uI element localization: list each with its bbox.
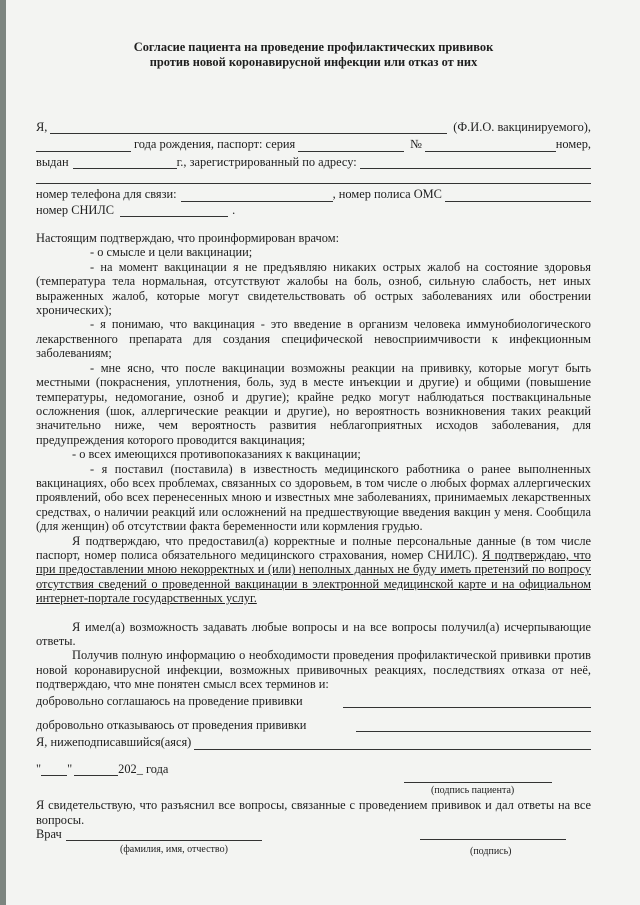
refuse-sign-field[interactable] — [356, 720, 591, 732]
snils-row — [36, 203, 591, 217]
date-day-field[interactable] — [41, 765, 67, 776]
number-word: номер, — [555, 137, 591, 152]
issued-field[interactable] — [73, 158, 177, 169]
item-contraindications: - о всех имеющихся противопоказаниях к вакцинации; — [72, 447, 361, 462]
doctor-fio-field[interactable] — [66, 830, 262, 841]
item-understanding: - я понимаю, что вакцинация - это введение в организм человека иммунобиологического лекарственного препарата для создания специфической невосприимчивости к инфекционным заболеваниям; — [36, 317, 591, 361]
data-confirm-text: Я подтверждаю, что предоставил(а) корректные и полные персональные данные (в том числе паспорт, номер полиса обязательного медицинского страхования, номер СНИЛС). — [36, 533, 591, 562]
date-quote-open: " — [36, 761, 42, 776]
birth-row — [36, 137, 591, 151]
questions-paragraph: Я имел(а) возможность задавать любые вопросы и на все вопросы получил(а) исчерпывающие ответы. — [36, 619, 591, 648]
item-informed: - я поставил (поставила) в известность медицинского работника о ранее выполненных вакцинациях, обо всех проблемах, связанных со здоровьем, в том числе о любых формах аллергических проявлений, обо всех перенесенных мною и известных мне заболеваниях, принимаемых лекарственных средствах, о наличии реакций или осложнений на предшествующие введения вакцин у меня. Сообщила (для женщин) об отсутствии факта беременности или кормления грудью. — [36, 461, 591, 534]
undersigned-field[interactable] — [194, 738, 591, 750]
confirm-intro: Настоящим подтверждаю, что проинформирован врачом: — [36, 231, 340, 246]
data-confirm-underlined: Я подтверждаю, что при предоставлении мною некорректных и (или) неполных данных не буду иметь претензий по вопросу отсутствия сведений о проведенной вакцинации в электронной медицинской карте и на официальном интернет-портале государственных услуг. — [36, 547, 591, 606]
phone-field[interactable] — [181, 191, 333, 202]
date-year: 202_ года — [118, 761, 169, 776]
data-confirm-paragraph — [36, 534, 591, 606]
undersigned-label: Я, нижеподписавшийся(аяся) — [36, 735, 192, 750]
address-field-2[interactable] — [36, 172, 591, 184]
fio-row — [36, 120, 591, 134]
consent-document — [36, 40, 591, 871]
patient-signature-caption: (подпись пациента) — [431, 785, 515, 797]
address-row-2 — [36, 172, 591, 184]
document-title — [36, 40, 591, 70]
doctor-signature-caption: (подпись) — [470, 846, 512, 858]
passport-series-field[interactable] — [298, 141, 404, 152]
date-row — [36, 762, 591, 776]
passport-number-field[interactable] — [425, 140, 556, 152]
oms-label: , номер полиса ОМС — [332, 187, 442, 202]
date-quote-close: " — [67, 761, 73, 776]
patient-signature-area — [36, 776, 591, 798]
date-month-field[interactable] — [74, 765, 118, 776]
doctor-signature-area — [36, 841, 591, 871]
title-line-2: против новой коронавирусной инфекции или отказ от них — [149, 55, 478, 69]
item-purpose: - о смысле и цели вакцинации; — [90, 245, 253, 260]
doctor-signature-line[interactable] — [420, 839, 566, 840]
agree-label: добровольно соглашаюсь на проведение прививки — [36, 693, 303, 708]
oms-field[interactable] — [445, 190, 591, 202]
item-no-complaints: - на момент вакцинации я не предъявляю никаких острых жалоб на состояние здоровья (температура тела нормальная, отсутствуют жалобы на боль, озноб, сильную слабость, нет иных выраженных жалоб, которые могут свидетельствовать об острых заболеваниях или обострении хронических); — [36, 259, 591, 318]
address-field[interactable] — [360, 157, 591, 169]
registered-label: г., зарегистрированный по адресу: — [176, 154, 357, 169]
fio-hint: (Ф.И.О. вакцинируемого), — [453, 120, 591, 134]
snils-label: номер СНИЛС — [36, 202, 115, 217]
title-line-1: Согласие пациента на проведение профилактических прививок — [133, 40, 494, 54]
phone-row — [36, 187, 591, 201]
item-reactions: - мне ясно, что после вакцинации возможны реакции на прививку, которые могут быть местными (покраснения, уплотнения, боль, зуд в месте инъекции и другие) и общими (повышение температуры, недомогание, озноб и другие); крайне редко могут наблюдаться поствакцинальные осложнения (шок, аллергические реакции и другие), но вероятность возникновения таких реакций значительно ниже, чем вероятность развития неблагоприятных исходов заболевания, для предупреждения которого проводится вакцинация; — [36, 360, 591, 447]
agree-sign-field[interactable] — [343, 696, 591, 708]
fio-field[interactable] — [50, 122, 447, 134]
patient-signature-line[interactable] — [404, 782, 552, 783]
doctor-confirm-paragraph: Я свидетельствую, что разъяснил все вопросы, связанные с проведением прививок и дал ответы на все вопросы. — [36, 798, 591, 827]
undersigned-row — [36, 735, 591, 749]
snils-field[interactable] — [120, 206, 228, 217]
doctor-fio-caption: (фамилия, имя, отчество) — [120, 844, 228, 856]
doctor-label: Врач — [36, 827, 62, 842]
issued-label: выдан — [36, 154, 69, 169]
agree-row — [36, 694, 591, 708]
issued-row — [36, 155, 591, 169]
refuse-row — [36, 718, 591, 732]
refuse-label: добровольно отказываюсь от проведения прививки — [36, 718, 307, 733]
phone-label: номер телефона для связи: — [36, 187, 177, 202]
received-paragraph: Получив полную информацию о необходимости проведения профилактической прививки против новой коронавирусной инфекции, возможных прививочных реакциях, последствиях отказа от неё, подтверждаю, что мне понятен смысл всех терминов и: — [36, 648, 591, 692]
birth-year-field[interactable] — [36, 141, 131, 152]
snils-period: . — [232, 202, 236, 217]
i-label: Я, — [36, 120, 48, 134]
birth-passport-label: года рождения, паспорт: серия — [134, 137, 296, 152]
number-sign: № — [410, 137, 423, 152]
